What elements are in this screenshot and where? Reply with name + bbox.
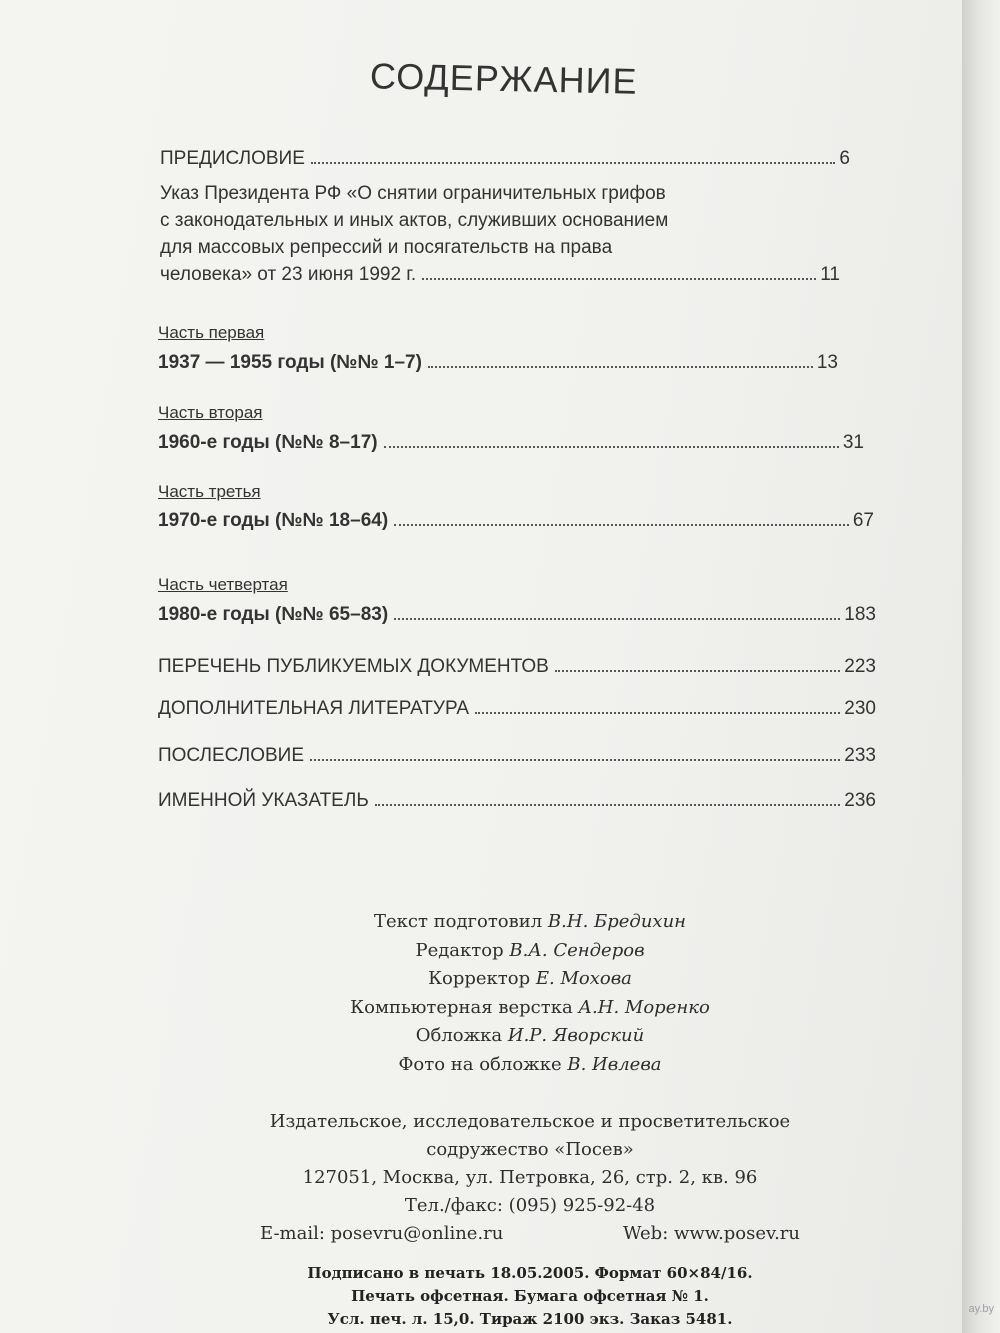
leader-dots: [384, 445, 839, 448]
credit-role: Компьютерная верстка: [350, 996, 573, 1018]
publisher-line: Издательское, исследовательское и просветительское: [269, 1111, 791, 1132]
leader-dots: [310, 758, 840, 761]
toc-entry-part-2: [158, 432, 864, 454]
part-label: Часть третья: [158, 482, 261, 501]
credit-role: Обложка: [415, 1025, 503, 1046]
toc-entry-label: 1980-е годы (№№ 65–83): [158, 604, 389, 625]
toc-entry-page: 11: [820, 264, 840, 285]
leader-dots: [428, 365, 813, 368]
credit-role: Текст подготовил: [373, 911, 543, 932]
publisher-address: 127051, Москва, ул. Петровка, 26, стр. 2, кв. 96: [302, 1167, 758, 1188]
watermark: ay.by: [968, 1303, 994, 1315]
toc-entry-document-list: [158, 656, 876, 678]
toc-entry-page: 6: [839, 148, 850, 169]
credit-name: В.А. Сендеров: [509, 939, 645, 961]
toc-entry-label: ПЕРЕЧЕНЬ ПУБЛИКУЕМЫХ ДОКУМЕНТОВ: [158, 656, 549, 677]
credit-role: Редактор: [415, 939, 504, 961]
toc-entry-name-index: [158, 790, 876, 812]
toc-entry-label: ИМЕННОЙ УКАЗАТЕЛЬ: [158, 790, 369, 811]
leader-dots: [555, 669, 840, 672]
credit-name: В. Ивлева: [567, 1053, 662, 1075]
leader-dots: [375, 803, 841, 806]
credit-role: Фото на обложке: [398, 1053, 562, 1075]
publisher-contacts: [230, 1220, 830, 1248]
toc-entry-label: 1937 — 1955 годы (№№ 1–7): [158, 352, 422, 373]
decree-line: с законодательных и иных актов, служивших основанием: [160, 210, 669, 231]
imprint-block: [250, 1262, 810, 1331]
toc-entry-part-1: [158, 352, 838, 374]
credit-line: [250, 1051, 810, 1080]
page-title: СОДЕРЖАНИЕ: [369, 55, 638, 102]
credit-name: И.Р. Яворский: [507, 1025, 645, 1046]
toc-entry-part-4: [158, 604, 876, 626]
publisher-phone: Тел./факс: (095) 925-92-48: [404, 1195, 656, 1216]
leader-dots: [394, 617, 840, 620]
toc-entry-page: 183: [844, 604, 876, 625]
credit-name: В.Н. Бредихин: [547, 911, 687, 932]
imprint-line: Подписано в печать 18.05.2005. Формат 60×84/16.: [307, 1264, 753, 1282]
decree-line: человека» от 23 июня 1992 г.: [160, 264, 417, 285]
credit-line: [250, 937, 810, 966]
toc-entry-afterword: [158, 745, 876, 767]
toc-entry-part-3: [158, 510, 874, 532]
credit-name: Е. Мохова: [535, 968, 632, 989]
credits-block: [250, 908, 810, 1079]
credit-name: А.Н. Моренко: [578, 996, 710, 1018]
toc-entry-label: 1960-е годы (№№ 8–17): [158, 432, 378, 453]
toc-entry-page: 230: [844, 698, 876, 719]
decree-line: для массовых репрессий и посягательств на права: [160, 237, 613, 258]
leader-dots: [311, 161, 836, 164]
leader-dots: [475, 711, 840, 714]
credit-line: [250, 994, 810, 1023]
publisher-email: E-mail: posevru@online.ru: [260, 1223, 504, 1244]
decree-line: Указ Президента РФ «О снятии ограничительных грифов: [160, 183, 666, 204]
publisher-line: содружество «Посев»: [426, 1139, 634, 1160]
part-label: Часть четвертая: [158, 575, 288, 594]
toc-entry-page: 223: [844, 656, 876, 677]
leader-dots: [422, 277, 816, 280]
credit-line: [250, 965, 810, 994]
toc-entry-page: 233: [844, 745, 876, 766]
toc-entry-page: 31: [842, 432, 864, 453]
toc-entry-label: 1970-е годы (№№ 18–64): [158, 510, 389, 531]
leader-dots: [394, 523, 849, 526]
toc-entry-label: ПОСЛЕСЛОВИЕ: [158, 745, 305, 766]
toc-entry-page: 236: [844, 790, 876, 811]
toc-entry-label: ПРЕДИСЛОВИЕ: [160, 148, 305, 169]
imprint-line: Усл. печ. л. 15,0. Тираж 2100 экз. Заказ 5481.: [327, 1310, 733, 1328]
imprint-line: Печать офсетная. Бумага офсетная № 1.: [351, 1287, 709, 1305]
decree-last-line: [160, 261, 840, 288]
credit-role: Корректор: [428, 968, 531, 989]
toc-entry-decree: [160, 180, 840, 288]
part-label: Часть первая: [158, 323, 265, 342]
credit-line: [250, 908, 810, 937]
toc-entry-literature: [158, 698, 876, 720]
toc-entry-page: 13: [816, 352, 838, 373]
part-label: Часть вторая: [158, 403, 263, 422]
toc-entry-preface: [160, 148, 850, 170]
toc-entry-page: 67: [852, 510, 874, 531]
page-edge: [962, 0, 1000, 1333]
credit-line: [250, 1022, 810, 1051]
toc-entry-label: ДОПОЛНИТЕЛЬНАЯ ЛИТЕРАТУРА: [158, 698, 470, 719]
publisher-block: [230, 1108, 830, 1248]
publisher-web: Web: www.posev.ru: [622, 1223, 800, 1244]
